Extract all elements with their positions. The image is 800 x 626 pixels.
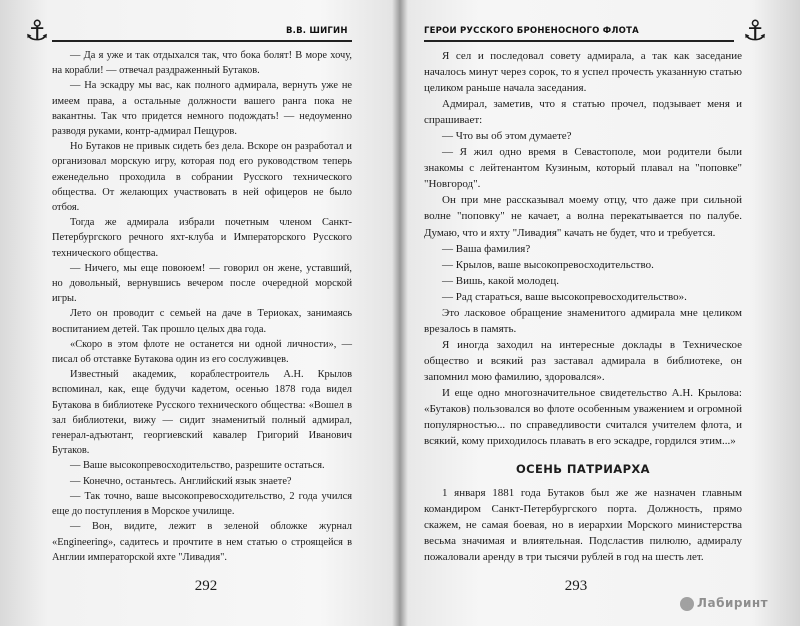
paragraph: Это ласковое обращение знаменитого адмирала мне целиком врезалось в память. bbox=[424, 306, 742, 335]
paragraph: Лето он проводит с семьей на даче в Териоках, занимаясь воспитанием детей. Так прошло целых два года. bbox=[52, 308, 352, 335]
paragraph: И еще одно многозначительное свидетельство А.Н. Крылова: «Бутаков) пользовался во флоте особенным уважением и огромной популярностью... по справедливости считался учителем флота, и всякий, кому приходилось плавать в его эскадре, гордился этим...» bbox=[424, 386, 742, 448]
right-page bbox=[402, 0, 800, 626]
watermark-logo bbox=[680, 596, 768, 611]
paragraph: Известный академик, кораблестроитель А.Н. Крылов вспоминал, как, еще будучи кадетом, осенью 1878 года видел Бутакова в библиотеке Русского технического общества: «Вошел в зал библиотеки, вижу — сидит знаменитый полный адмирал, генерал-адъютант, георгиевский кавалер Григорий Иванович Бутаков. bbox=[52, 369, 352, 457]
anchor-icon: ⚓ bbox=[742, 14, 768, 47]
header-rule bbox=[52, 40, 352, 42]
paragraph: Но Бутаков не привык сидеть без дела. Вскоре он разработал и организовал морскую игру, которая под его руководством теперь еженедельно проходила в собрании Русского технического общества. От желающих участвовать в ней офицеров не было отбоя. bbox=[52, 141, 352, 214]
paragraph: — Вон, видите, лежит в зеленой обложке журнал «Engineering», садитесь и прочтите в нем статью о строящейся в Англии императорской яхте "Ливадия". bbox=[52, 521, 352, 563]
paragraph: — Так точно, ваше высокопревосходительство, 2 года учился еще до поступления в Морское училище. bbox=[52, 490, 352, 518]
paragraph: — Ваше высокопревосходительство, разрешите остаться. bbox=[70, 460, 325, 472]
paragraph: — Я жил одно время в Севастополе, мои родители были знакомы с лейтенантом Кузиным, который плавал на "поповке" "Новгород". bbox=[424, 146, 742, 191]
labirint-logo-icon bbox=[680, 597, 694, 611]
left-page-text bbox=[52, 48, 352, 565]
paragraph: Тогда же адмирала избрали почетным членом Санкт-Петербургского речного яхт-клуба и Императорского Русского технического общества. bbox=[52, 217, 352, 259]
anchor-icon: ⚓ bbox=[24, 14, 50, 47]
paragraph: Я сел и последовал совету адмирала, а так как заседание началось минут через сорок, то я успел прочесть указанную статью целиком раньше начала заседания. bbox=[424, 50, 742, 95]
running-header-author: В.В. ШИГИН bbox=[286, 26, 348, 36]
page-number: 292 bbox=[194, 578, 218, 594]
right-page-text bbox=[424, 48, 742, 565]
watermark-text: Лабиринт bbox=[697, 596, 769, 610]
paragraph: Он при мне рассказывал моему отцу, что даже при сильной волне "поповку" не качает, а волна перекатывается по палубе. Думаю, что и яхту "Ливадия" качать не будет, что и требуется. bbox=[424, 194, 742, 239]
paragraph: — Да я уже и так отдыхался так, что бока болят! В море хочу, на корабли! — отвечал раздраженный Бутаков. bbox=[52, 50, 352, 77]
paragraph: — Что вы об этом думаете? bbox=[442, 130, 572, 143]
paragraph: — Конечно, останьтесь. Английский язык знаете? bbox=[70, 475, 292, 487]
paragraph: 1 января 1881 года Бутаков был же же назначен главным командиром Санкт-Петербургского порта. Должность, прямо скажем, не самая боевая, но в иерархии Морского министерства весьма значимая и влиятельная. Подсластив пилюлю, адмиралу пожаловали аренду в три тысячи рублей в год на шесть лет. bbox=[424, 487, 742, 564]
paragraph: — На эскадру мы вас, как полного адмирала, вернуть уже не имеем права, а остальные должности вашего ранга пока не вакантны. Так что придется немного подождать! — недоуменно разводя руками, контр-адмирал Пещуров. bbox=[52, 80, 352, 138]
paragraph: Адмирал, заметив, что я статью прочел, подзывает меня и спрашивает: bbox=[424, 98, 742, 127]
paragraph: Я иногда заходил на интересные доклады в Техническое общество и всякий раз заставал адмирала в библиотеке, он запомнил мою фамилию, здоровался». bbox=[424, 338, 742, 383]
paragraph: «Скоро в этом флоте не останется ни одной личности», — писал об отставке Бутакова один из его сослуживцев. bbox=[52, 338, 352, 366]
running-header-title: ГЕРОИ РУССКОГО БРОНЕНОСНОГО ФЛОТА bbox=[424, 26, 639, 36]
paragraph: — Ничего, мы еще повоюем! — говорил он жене, уставший, но довольный, вернувшись вечером после очередной морской игры. bbox=[52, 262, 352, 305]
paragraph: — Крылов, ваше высокопревосходительство. bbox=[442, 258, 654, 271]
left-page bbox=[0, 0, 398, 626]
paragraph: — Рад стараться, ваше высокопревосходительство». bbox=[442, 290, 687, 303]
paragraph: — Вишь, какой молодец. bbox=[442, 274, 560, 287]
paragraph: — Ваша фамилия? bbox=[442, 242, 531, 255]
header-rule bbox=[424, 40, 734, 42]
section-heading: ОСЕНЬ ПАТРИАРХА bbox=[516, 462, 650, 477]
page-number: 293 bbox=[564, 578, 588, 594]
